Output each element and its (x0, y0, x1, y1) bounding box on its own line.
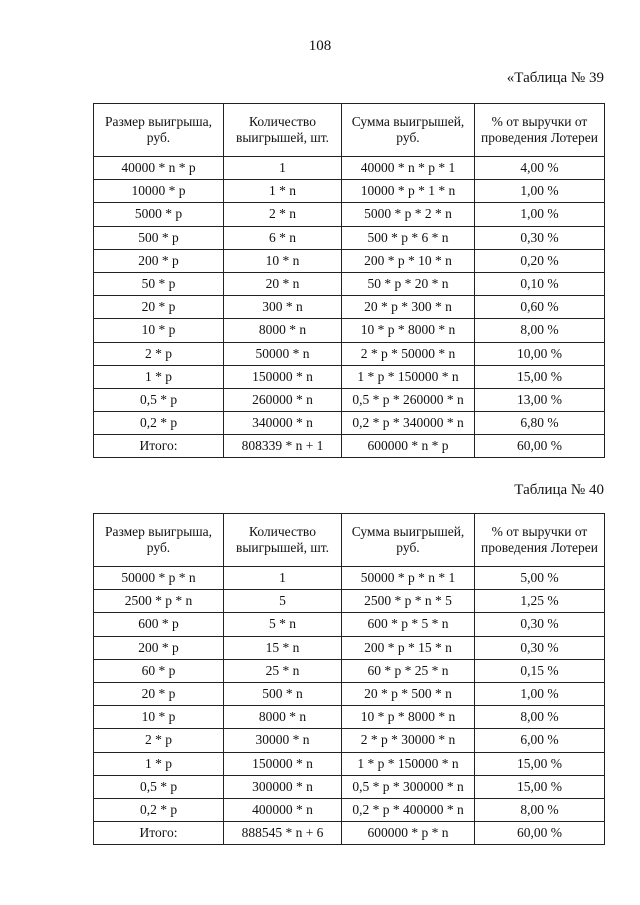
cell-revenue-percent: 13,00 % (475, 388, 605, 411)
table-row (94, 203, 605, 226)
table-row (94, 752, 605, 775)
cell-revenue-percent: 60,00 % (475, 822, 605, 845)
table-row (94, 590, 605, 613)
cell-revenue-percent: 10,00 % (475, 342, 605, 365)
cell-prize-sum: 0,5 * p * 300000 * n (342, 775, 475, 798)
cell-prize-sum: 600 * p * 5 * n (342, 613, 475, 636)
cell-prize-count: 1 (224, 567, 342, 590)
cell-prize-count: 400000 * n (224, 798, 342, 821)
cell-revenue-percent: 1,25 % (475, 590, 605, 613)
cell-revenue-percent: 1,00 % (475, 682, 605, 705)
cell-prize-sum: 600000 * n * p (342, 435, 475, 458)
cell-prize-size: 60 * p (94, 659, 224, 682)
cell-prize-count: 2 * n (224, 203, 342, 226)
table-row (94, 682, 605, 705)
table-row (94, 296, 605, 319)
table-row (94, 613, 605, 636)
cell-prize-size: 2 * p (94, 729, 224, 752)
prize-table-39 (93, 103, 605, 458)
cell-prize-size: 5000 * p (94, 203, 224, 226)
table-row (94, 388, 605, 411)
header-prize-size: Размер выигрыша, руб. (94, 104, 224, 157)
cell-prize-count: 260000 * n (224, 388, 342, 411)
cell-prize-count: 8000 * n (224, 319, 342, 342)
cell-prize-size: 40000 * n * p (94, 157, 224, 180)
cell-prize-sum: 1 * p * 150000 * n (342, 365, 475, 388)
cell-prize-size: 200 * p (94, 249, 224, 272)
cell-prize-size: 1 * p (94, 752, 224, 775)
cell-prize-count: 888545 * n + 6 (224, 822, 342, 845)
table-row (94, 729, 605, 752)
cell-prize-count: 30000 * n (224, 729, 342, 752)
cell-prize-count: 150000 * n (224, 752, 342, 775)
table-row (94, 226, 605, 249)
table-40-caption: Таблица № 40 (514, 482, 604, 498)
cell-prize-count: 5 (224, 590, 342, 613)
cell-revenue-percent: 0,30 % (475, 636, 605, 659)
cell-prize-sum: 2 * p * 50000 * n (342, 342, 475, 365)
table-row (94, 249, 605, 272)
table-row (94, 706, 605, 729)
cell-prize-count: 300 * n (224, 296, 342, 319)
cell-prize-size: 10000 * p (94, 180, 224, 203)
cell-prize-count: 808339 * n + 1 (224, 435, 342, 458)
cell-prize-count: 1 * n (224, 180, 342, 203)
cell-prize-sum: 5000 * p * 2 * n (342, 203, 475, 226)
header-prize-size: Размер выигрыша, руб. (94, 514, 224, 567)
cell-prize-sum: 0,2 * p * 400000 * n (342, 798, 475, 821)
table-row (94, 412, 605, 435)
cell-revenue-percent: 60,00 % (475, 435, 605, 458)
cell-prize-size: 1 * p (94, 365, 224, 388)
cell-prize-sum: 60 * p * 25 * n (342, 659, 475, 682)
cell-prize-size: 50 * p (94, 272, 224, 295)
cell-prize-sum: 1 * p * 150000 * n (342, 752, 475, 775)
cell-prize-sum: 200 * p * 15 * n (342, 636, 475, 659)
cell-revenue-percent: 1,00 % (475, 203, 605, 226)
cell-prize-count: 10 * n (224, 249, 342, 272)
cell-prize-count: 15 * n (224, 636, 342, 659)
total-row (94, 435, 605, 458)
table-row (94, 775, 605, 798)
cell-prize-count: 5 * n (224, 613, 342, 636)
table-row (94, 319, 605, 342)
cell-prize-sum: 10 * p * 8000 * n (342, 706, 475, 729)
table-39-caption: «Таблица № 39 (506, 70, 604, 86)
cell-prize-count: 340000 * n (224, 412, 342, 435)
cell-revenue-percent: 1,00 % (475, 180, 605, 203)
cell-prize-sum: 600000 * p * n (342, 822, 475, 845)
cell-revenue-percent: 0,10 % (475, 272, 605, 295)
cell-revenue-percent: 15,00 % (475, 752, 605, 775)
cell-revenue-percent: 8,00 % (475, 319, 605, 342)
cell-prize-size: 10 * p (94, 319, 224, 342)
cell-prize-count: 300000 * n (224, 775, 342, 798)
table-row (94, 365, 605, 388)
page-number: 108 (308, 38, 332, 54)
cell-prize-sum: 40000 * n * p * 1 (342, 157, 475, 180)
cell-prize-sum: 50000 * p * n * 1 (342, 567, 475, 590)
cell-prize-count: 150000 * n (224, 365, 342, 388)
cell-revenue-percent: 0,30 % (475, 613, 605, 636)
cell-prize-size: 20 * p (94, 682, 224, 705)
table-row (94, 636, 605, 659)
cell-revenue-percent: 6,00 % (475, 729, 605, 752)
table-row (94, 798, 605, 821)
cell-revenue-percent: 0,30 % (475, 226, 605, 249)
cell-revenue-percent: 15,00 % (475, 365, 605, 388)
cell-prize-size: 0,2 * p (94, 798, 224, 821)
cell-revenue-percent: 0,60 % (475, 296, 605, 319)
prize-table-40 (93, 513, 605, 845)
cell-prize-sum: 10 * p * 8000 * n (342, 319, 475, 342)
header-revenue-percent: % от выручки от проведения Лотереи (475, 514, 605, 567)
cell-prize-count: 6 * n (224, 226, 342, 249)
cell-prize-count: 20 * n (224, 272, 342, 295)
cell-revenue-percent: 15,00 % (475, 775, 605, 798)
cell-revenue-percent: 8,00 % (475, 798, 605, 821)
cell-prize-count: 500 * n (224, 682, 342, 705)
cell-prize-size: 200 * p (94, 636, 224, 659)
cell-prize-sum: 50 * p * 20 * n (342, 272, 475, 295)
cell-prize-size: Итого: (94, 822, 224, 845)
cell-revenue-percent: 6,80 % (475, 412, 605, 435)
cell-prize-count: 50000 * n (224, 342, 342, 365)
header-prize-sum: Сумма выигрышей, руб. (342, 104, 475, 157)
cell-prize-size: 600 * p (94, 613, 224, 636)
cell-prize-count: 1 (224, 157, 342, 180)
cell-prize-sum: 2500 * p * n * 5 (342, 590, 475, 613)
cell-prize-sum: 10000 * p * 1 * n (342, 180, 475, 203)
cell-prize-sum: 20 * p * 300 * n (342, 296, 475, 319)
table-row (94, 157, 605, 180)
cell-revenue-percent: 0,20 % (475, 249, 605, 272)
cell-prize-sum: 2 * p * 30000 * n (342, 729, 475, 752)
cell-prize-sum: 500 * p * 6 * n (342, 226, 475, 249)
header-revenue-percent: % от выручки от проведения Лотереи (475, 104, 605, 157)
cell-prize-count: 8000 * n (224, 706, 342, 729)
cell-prize-size: 10 * p (94, 706, 224, 729)
header-prize-count: Количество выигрышей, шт. (224, 514, 342, 567)
header-prize-count: Количество выигрышей, шт. (224, 104, 342, 157)
cell-prize-size: 50000 * p * n (94, 567, 224, 590)
cell-prize-sum: 200 * p * 10 * n (342, 249, 475, 272)
table-header-row (94, 104, 605, 157)
cell-revenue-percent: 0,15 % (475, 659, 605, 682)
header-prize-sum: Сумма выигрышей, руб. (342, 514, 475, 567)
cell-revenue-percent: 8,00 % (475, 706, 605, 729)
cell-prize-size: Итого: (94, 435, 224, 458)
total-row (94, 822, 605, 845)
table-row (94, 342, 605, 365)
cell-prize-size: 500 * p (94, 226, 224, 249)
cell-prize-size: 0,5 * p (94, 388, 224, 411)
cell-prize-sum: 0,2 * p * 340000 * n (342, 412, 475, 435)
cell-prize-size: 20 * p (94, 296, 224, 319)
table-row (94, 567, 605, 590)
table-row (94, 180, 605, 203)
cell-prize-size: 0,2 * p (94, 412, 224, 435)
table-row (94, 272, 605, 295)
cell-prize-size: 0,5 * p (94, 775, 224, 798)
table-row (94, 659, 605, 682)
cell-prize-size: 2 * p (94, 342, 224, 365)
cell-prize-sum: 20 * p * 500 * n (342, 682, 475, 705)
cell-revenue-percent: 4,00 % (475, 157, 605, 180)
cell-prize-sum: 0,5 * p * 260000 * n (342, 388, 475, 411)
table-header-row (94, 514, 605, 567)
cell-prize-count: 25 * n (224, 659, 342, 682)
cell-revenue-percent: 5,00 % (475, 567, 605, 590)
cell-prize-size: 2500 * p * n (94, 590, 224, 613)
